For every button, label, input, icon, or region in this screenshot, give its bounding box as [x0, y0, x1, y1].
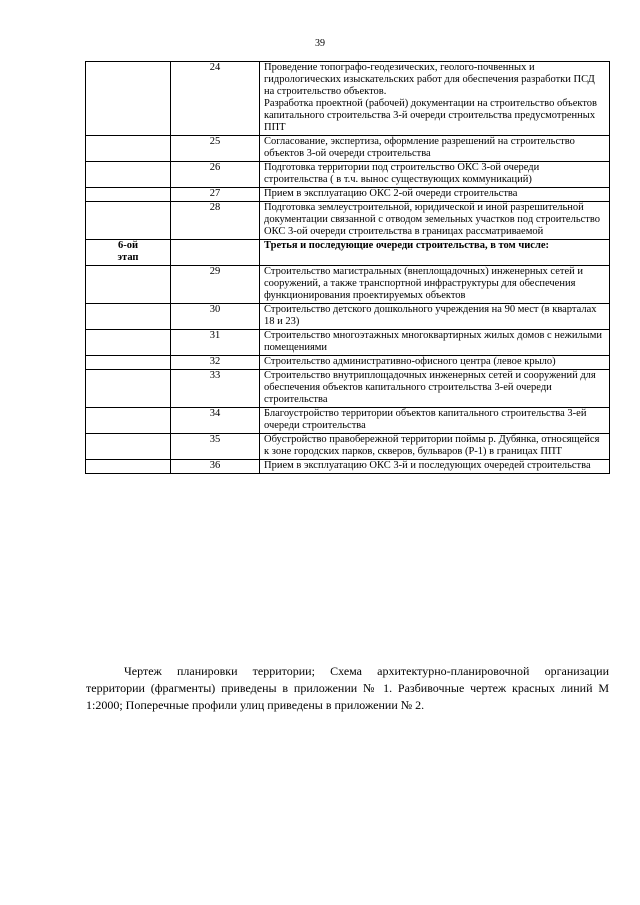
- table-row: [86, 240, 610, 266]
- item-number-cell: 31: [171, 330, 260, 356]
- construction-schedule-table: [85, 61, 610, 474]
- table-row: [86, 304, 610, 330]
- item-number-cell: 29: [171, 266, 260, 304]
- description-cell: Благоустройство территории объектов капитального строительства 3-ей очереди строительства: [260, 408, 610, 434]
- description-cell: Третья и последующие очереди строительства, в том числе:: [260, 240, 610, 266]
- page-number: 39: [315, 38, 325, 49]
- table-row: [86, 266, 610, 304]
- item-number-cell: 28: [171, 202, 260, 240]
- table-row: [86, 408, 610, 434]
- stage-cell: 6-ой этап: [86, 240, 171, 266]
- item-number-cell: [171, 240, 260, 266]
- stage-cell: [86, 356, 171, 370]
- stage-cell: [86, 330, 171, 356]
- table-row: [86, 330, 610, 356]
- table-row: [86, 460, 610, 474]
- stage-cell: [86, 460, 171, 474]
- stage-cell: [86, 136, 171, 162]
- stage-cell: [86, 408, 171, 434]
- stage-cell: [86, 370, 171, 408]
- description-cell: Строительство внутриплощадочных инженерных сетей и сооружений для обеспечения объектов капитального строительства 3-ей очереди строительства: [260, 370, 610, 408]
- table-row: [86, 434, 610, 460]
- table-row: [86, 370, 610, 408]
- item-number-cell: 32: [171, 356, 260, 370]
- stage-cell: [86, 434, 171, 460]
- stage-cell: [86, 62, 171, 136]
- description-cell: Строительство административно-офисного центра (левое крыло): [260, 356, 610, 370]
- description-cell: Подготовка территории под строительство ОКС 3-ой очереди строительства ( в т.ч. вынос существующих коммуникаций): [260, 162, 610, 188]
- table-row: [86, 62, 610, 136]
- table-row: [86, 356, 610, 370]
- stage-cell: [86, 304, 171, 330]
- stage-cell: [86, 162, 171, 188]
- description-cell: Обустройство правобережной территории поймы р. Дубянка, относящейся к зоне городских парков, скверов, бульваров (Р-1) в границах ППТ: [260, 434, 610, 460]
- description-cell: Прием в эксплуатацию ОКС 3-й и последующих очередей строительства: [260, 460, 610, 474]
- item-number-cell: 34: [171, 408, 260, 434]
- stage-cell: [86, 266, 171, 304]
- description-cell: Согласование, экспертиза, оформление разрешений на строительство объектов 3-ой очереди строительства: [260, 136, 610, 162]
- stage-cell: [86, 188, 171, 202]
- item-number-cell: 26: [171, 162, 260, 188]
- item-number-cell: 24: [171, 62, 260, 136]
- description-cell: Проведение топографо-геодезических, геолого-почвенных и гидрологических изыскательских работ для обеспечения разработки ПСД на строительство объектов. Разработка проектной (рабочей) документации на строительство объектов капитального строительства 3-й очереди строительства предусмотренных ППТ: [260, 62, 610, 136]
- item-number-cell: 35: [171, 434, 260, 460]
- table-row: [86, 202, 610, 240]
- item-number-cell: 30: [171, 304, 260, 330]
- table-row: [86, 162, 610, 188]
- table-row: [86, 188, 610, 202]
- item-number-cell: 33: [171, 370, 260, 408]
- table-row: [86, 136, 610, 162]
- description-cell: Подготовка землеустроительной, юридической и иной разрешительной документации связанной с отводом земельных участков под строительство ОКС 3-ой очереди строительства в границах рассматриваемой: [260, 202, 610, 240]
- stage-cell: [86, 202, 171, 240]
- appendix-note: Чертеж планировки территории; Схема архитектурно-планировочной организации территории (фрагменты) приведены в приложении № 1. Разбивочные чертеж красных линий М 1:2000; Поперечные профили улиц приведены в приложении № 2.: [86, 664, 609, 712]
- description-cell: Прием в эксплуатацию ОКС 2-ой очереди строительства: [260, 188, 610, 202]
- item-number-cell: 25: [171, 136, 260, 162]
- description-cell: Строительство детского дошкольного учреждения на 90 мест (в кварталах 18 и 23): [260, 304, 610, 330]
- description-cell: Строительство магистральных (внеплощадочных) инженерных сетей и сооружений, а также транспортной инфраструктуры для обеспечения функционирования проектируемых объектов: [260, 266, 610, 304]
- item-number-cell: 27: [171, 188, 260, 202]
- table-body: [86, 62, 610, 474]
- description-cell: Строительство многоэтажных многоквартирных жилых домов с нежилыми помещениями: [260, 330, 610, 356]
- item-number-cell: 36: [171, 460, 260, 474]
